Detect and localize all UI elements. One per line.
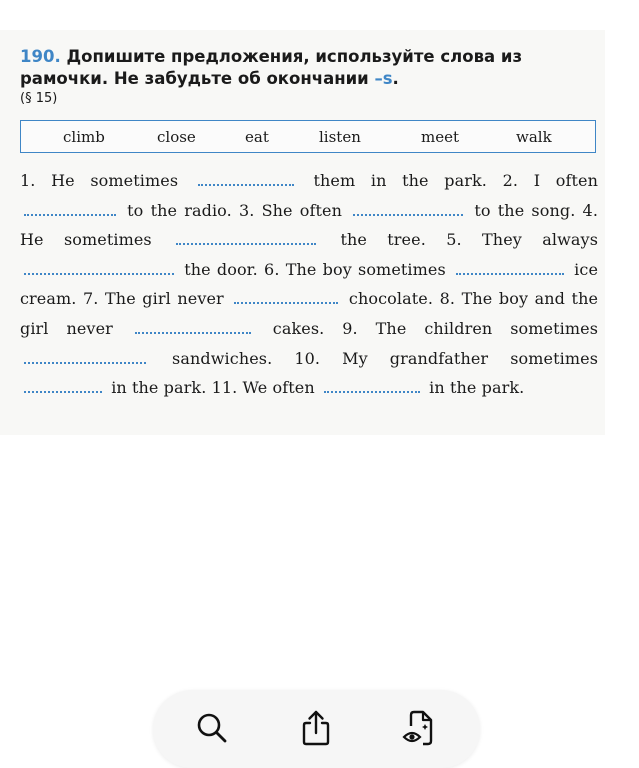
- exercise-text: [20, 166, 598, 403]
- sentence-8-end: cakes.: [272, 318, 325, 338]
- visual-lookup-button[interactable]: [398, 706, 442, 750]
- sentence-9-start: 9. The children sometimes: [342, 318, 599, 338]
- search-icon: [194, 710, 230, 746]
- sentence-2-start: 2. I often: [502, 171, 599, 190]
- sentence-5-start: 5. They always: [446, 230, 599, 250]
- sentence-4-end: the tree.: [340, 230, 426, 250]
- sentence-7-start: 7. The girl never: [83, 289, 224, 309]
- exercise-ending: –s: [374, 69, 393, 88]
- sentence-10-start: 10. My grandfather sometimes: [294, 348, 598, 368]
- blank-1: [198, 174, 294, 186]
- sentence-5-end: the door.: [184, 259, 258, 279]
- blank-5: [24, 263, 174, 275]
- search-button[interactable]: [190, 706, 234, 750]
- sentence-3-start: 3. She often: [238, 200, 343, 220]
- sentence-1-start: 1. He sometimes: [20, 171, 179, 190]
- sentence-11-start: 11. We often: [211, 378, 315, 398]
- sentence-11-end: in the park.: [429, 378, 525, 398]
- sentence-3-end: to the song.: [474, 200, 576, 220]
- blank-10: [24, 381, 102, 393]
- word-climb: climb: [63, 128, 105, 146]
- share-button[interactable]: [294, 706, 338, 750]
- share-icon: [298, 708, 334, 748]
- word-eat: eat: [245, 128, 269, 146]
- sentence-6-start: 6. The boy sometimes: [264, 259, 446, 279]
- word-listen: listen: [319, 128, 361, 146]
- sentence-8-start: 8. The boy and the girl never: [20, 289, 599, 338]
- section-reference: (§ 15): [20, 91, 58, 106]
- word-box: [20, 120, 596, 153]
- exercise-header: [20, 46, 600, 90]
- sentence-2-end: to the radio.: [127, 200, 232, 220]
- sentence-9-end: sandwiches.: [172, 348, 273, 368]
- blank-7: [234, 292, 338, 304]
- exercise-instruction: Допишите предложения, используйте слова из рамочки. Не забудьте об окончании: [20, 47, 523, 88]
- sentence-4-start: 4. He sometimes: [20, 200, 599, 250]
- blank-3: [353, 204, 463, 216]
- word-close: close: [157, 128, 196, 146]
- blank-2: [24, 204, 116, 216]
- sentence-10-end: in the park.: [111, 378, 207, 398]
- bottom-toolbar: [153, 690, 480, 768]
- visual-lookup-icon: [401, 708, 439, 748]
- blank-6: [456, 263, 564, 275]
- blank-4: [176, 233, 316, 245]
- sentence-1-end: them in the park.: [313, 171, 487, 190]
- sentence-6-end: ice cream.: [20, 259, 599, 309]
- sentence-7-end: chocolate.: [348, 289, 434, 309]
- word-walk: walk: [516, 128, 552, 146]
- exercise-ending-suffix: .: [392, 69, 399, 88]
- blank-8: [135, 322, 251, 334]
- exercise-number: 190.: [20, 47, 61, 66]
- blank-9: [24, 352, 146, 364]
- blank-11: [324, 381, 420, 393]
- word-meet: meet: [421, 128, 460, 146]
